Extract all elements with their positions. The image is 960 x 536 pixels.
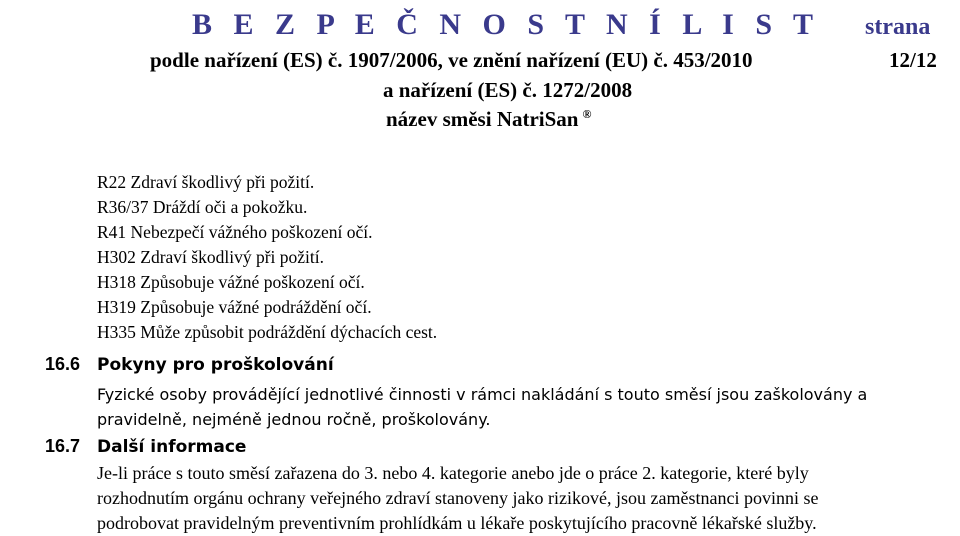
section-title: Pokyny pro proškolování (97, 355, 334, 375)
regulation-line-2: a nařízení (ES) č. 1272/2008 (383, 78, 633, 102)
phrase-r41: R41 Nebezpečí vážného poškození očí. (97, 222, 373, 242)
phrase-h302: H302 Zdraví škodlivý při požití. (97, 247, 324, 267)
document-title: B E Z P E Č N O S T N Í L I S T (192, 8, 821, 41)
section-title: Další informace (97, 437, 247, 457)
product-name-line (386, 107, 591, 132)
section-number: 16.7 (45, 436, 81, 456)
product-name: název směsi NatriSan (386, 107, 579, 131)
regulation-line-1: podle nařízení (ES) č. 1907/2006, ve znění nařízení (EU) č. 453/2010 (150, 48, 753, 72)
page-label: strana (865, 14, 931, 40)
paragraph-line: Fyzické osoby provádějící jednotlivé činnosti v rámci nakládání s touto směsí jsou zaškolovány a (97, 385, 868, 404)
phrase-r36-37: R36/37 Dráždí oči a pokožku. (97, 197, 308, 217)
section-body (97, 461, 955, 536)
phrase-r22: R22 Zdraví škodlivý při požití. (97, 172, 315, 192)
paragraph-line: rozhodnutím orgánu ochrany veřejného zdraví stanoveny jako rizikové, jsou zaměstnanci povinni se (97, 488, 819, 508)
registered-mark: ® (582, 107, 592, 121)
paragraph-line: Je-li práce s touto směsí zařazena do 3. nebo 4. kategorie anebo jde o práce 2. kategorie, které byly (97, 463, 809, 483)
phrase-h318: H318 Způsobuje vážné poškození očí. (97, 272, 365, 292)
paragraph-line: pravidelně, nejméně jednou ročně, proškolovány. (97, 410, 491, 429)
section-body (97, 382, 955, 432)
phrase-h335: H335 Může způsobit podráždění dýchacích cest. (97, 322, 438, 342)
page-number: 12/12 (889, 48, 937, 72)
paragraph-line: podrobovat pravidelným preventivním prohlídkám u lékaře poskytujícího pracovně lékařské služby. (97, 513, 817, 533)
phrase-h319: H319 Způsobuje vážné podráždění očí. (97, 297, 372, 317)
section-number: 16.6 (45, 354, 81, 374)
